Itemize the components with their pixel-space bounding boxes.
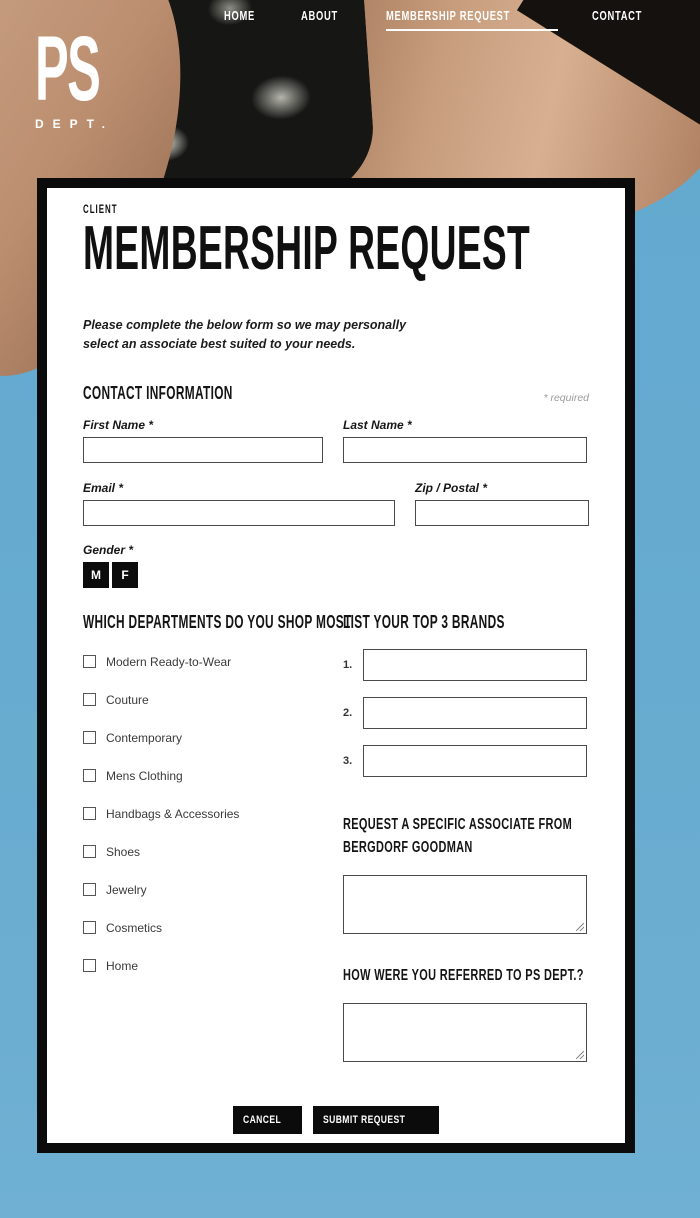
nav-item-contact[interactable]: CONTACT bbox=[592, 8, 643, 23]
gender-group bbox=[83, 543, 589, 588]
checkbox-icon[interactable] bbox=[83, 731, 96, 744]
departments-checkbox-list bbox=[83, 655, 323, 973]
brand-row-3 bbox=[343, 745, 587, 777]
gender-label: Gender * bbox=[83, 542, 134, 557]
checkbox-item-modern-ready-to-wear[interactable]: Modern Ready-to-Wear bbox=[83, 655, 323, 669]
membership-form-card bbox=[37, 178, 635, 1153]
associate-heading: REQUEST A SPECIFIC ASSOCIATE FROM BERGDORF GOODMAN bbox=[343, 815, 573, 856]
checkbox-item-contemporary[interactable]: Contemporary bbox=[83, 731, 323, 745]
referral-textarea-wrap bbox=[343, 1003, 587, 1062]
contact-information-heading: CONTACT INFORMATION bbox=[83, 382, 233, 403]
referral-heading: HOW WERE YOU REFERRED TO PS DEPT.? bbox=[343, 967, 584, 985]
brand-number-3: 3. bbox=[343, 754, 353, 767]
referral-textarea[interactable] bbox=[343, 1003, 587, 1062]
page-title: MEMBERSHIP REQUEST bbox=[83, 214, 531, 283]
email-label: Email * bbox=[83, 480, 124, 495]
first-name-input[interactable] bbox=[83, 437, 323, 463]
email-field-group bbox=[83, 481, 395, 526]
gender-female-button[interactable]: F bbox=[112, 562, 138, 588]
brand-input-2[interactable] bbox=[363, 697, 587, 729]
logo-sub: DEPT. bbox=[35, 116, 115, 131]
logo-main: PS bbox=[35, 18, 100, 120]
logo[interactable] bbox=[35, 18, 152, 131]
brands-heading: LIST YOUR TOP 3 BRANDS bbox=[343, 611, 505, 632]
brand-number-2: 2. bbox=[343, 706, 353, 719]
checkbox-icon[interactable] bbox=[83, 693, 96, 706]
checkbox-item-home[interactable]: Home bbox=[83, 959, 323, 973]
nav-item-home[interactable]: HOME bbox=[223, 8, 255, 23]
brand-row-2 bbox=[343, 697, 587, 729]
checkbox-item-jewelry[interactable]: Jewelry bbox=[83, 883, 323, 897]
first-name-field-group bbox=[83, 418, 323, 463]
nav-item-about[interactable]: ABOUT bbox=[300, 8, 338, 23]
last-name-field-group bbox=[343, 418, 587, 463]
nav-item-membership-request[interactable]: MEMBERSHIP REQUEST bbox=[386, 8, 558, 31]
checkbox-item-handbags-accessories[interactable]: Handbags & Accessories bbox=[83, 807, 323, 821]
required-note: * required bbox=[543, 391, 589, 404]
zip-label: Zip / Postal * bbox=[415, 480, 488, 495]
cancel-button[interactable]: CANCEL bbox=[233, 1106, 302, 1134]
checkbox-item-mens-clothing[interactable]: Mens Clothing bbox=[83, 769, 323, 783]
checkbox-icon[interactable] bbox=[83, 769, 96, 782]
checkbox-icon[interactable] bbox=[83, 883, 96, 896]
checkbox-icon[interactable] bbox=[83, 921, 96, 934]
brand-number-1: 1. bbox=[343, 658, 353, 671]
brand-input-3[interactable] bbox=[363, 745, 587, 777]
form-eyebrow: CLIENT bbox=[83, 202, 118, 216]
associate-textarea-wrap bbox=[343, 875, 587, 934]
checkbox-item-couture[interactable]: Couture bbox=[83, 693, 323, 707]
gender-male-button[interactable]: M bbox=[83, 562, 109, 588]
submit-request-button[interactable]: SUBMIT REQUEST bbox=[313, 1106, 438, 1134]
checkbox-icon[interactable] bbox=[83, 959, 96, 972]
departments-heading: WHICH DEPARTMENTS DO YOU SHOP MOST bbox=[83, 611, 352, 632]
checkbox-item-cosmetics[interactable]: Cosmetics bbox=[83, 921, 323, 935]
associate-textarea[interactable] bbox=[343, 875, 587, 934]
last-name-input[interactable] bbox=[343, 437, 587, 463]
email-input[interactable] bbox=[83, 500, 395, 526]
last-name-label: Last Name * bbox=[343, 417, 412, 432]
zip-input[interactable] bbox=[415, 500, 589, 526]
first-name-label: First Name * bbox=[83, 417, 154, 432]
form-actions bbox=[83, 1106, 589, 1134]
checkbox-icon[interactable] bbox=[83, 845, 96, 858]
checkbox-item-shoes[interactable]: Shoes bbox=[83, 845, 323, 859]
brand-input-1[interactable] bbox=[363, 649, 587, 681]
checkbox-icon[interactable] bbox=[83, 807, 96, 820]
checkbox-icon[interactable] bbox=[83, 655, 96, 668]
zip-field-group bbox=[415, 481, 589, 526]
brand-row-1 bbox=[343, 649, 587, 681]
form-intro-text: Please complete the below form so we may personally select an associate best suited to your needs. bbox=[83, 318, 407, 352]
